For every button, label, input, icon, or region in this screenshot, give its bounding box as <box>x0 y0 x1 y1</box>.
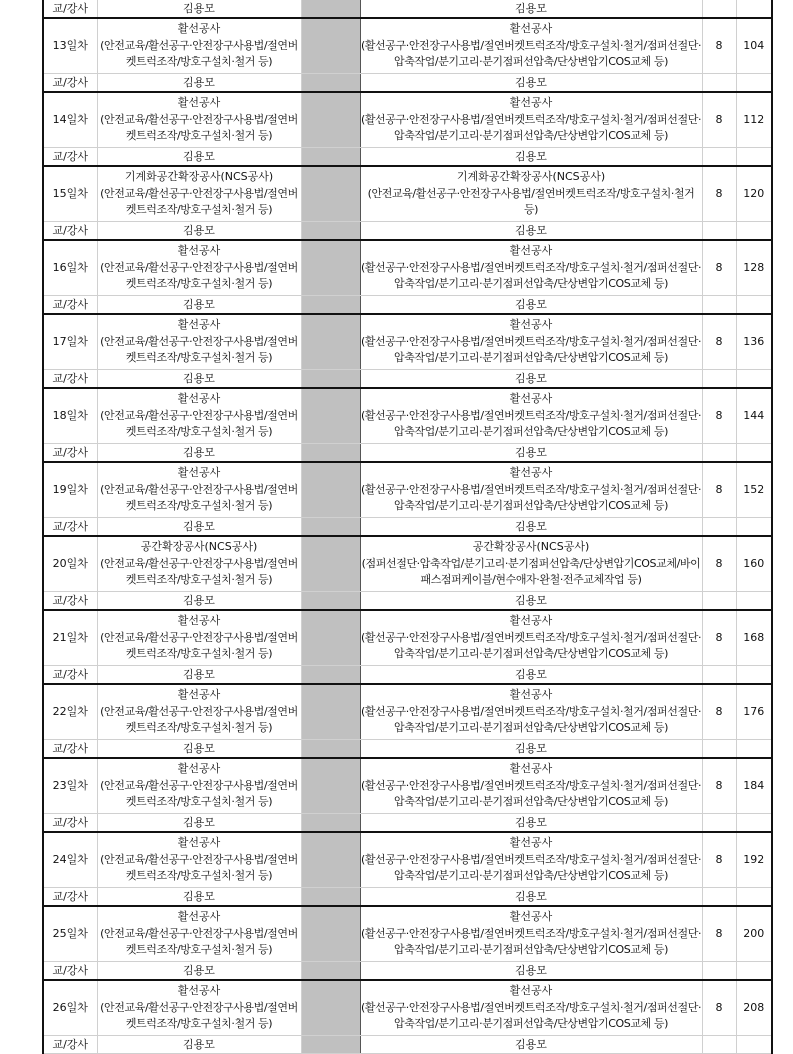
left-course-cell <box>97 610 301 666</box>
instructor-row <box>43 444 772 463</box>
left-course-title: 활선공사 <box>177 910 221 924</box>
day-label: 23일차 <box>43 758 97 814</box>
left-course-cell <box>97 536 301 592</box>
hours-cell <box>702 962 736 981</box>
right-course-cell <box>360 166 702 222</box>
right-course-title: 활선공사 <box>509 392 553 406</box>
right-course-desc: (활선공구·안전장구사용법/절연버켓트럭조작/방호구설치·철거/점퍼선절단·압축작업/분기고리·분기점퍼선압축/단상변압기COS교체 등) <box>360 334 702 365</box>
hours-cell <box>702 518 736 537</box>
right-course-title: 활선공사 <box>509 762 553 776</box>
instructor-label: 교/강사 <box>43 666 97 685</box>
instructor-row <box>43 222 772 241</box>
day-row <box>43 832 772 888</box>
day-row <box>43 536 772 592</box>
gray-cell <box>301 1036 360 1054</box>
hours-cell: 8 <box>702 980 736 1036</box>
right-instructor: 김용모 <box>360 962 702 981</box>
cumulative-cell <box>736 148 772 167</box>
right-course-desc: (활선공구·안전장구사용법/절연버켓트럭조작/방호구설치·철거/점퍼선절단·압축작업/분기고리·분기점퍼선압축/단상변압기COS교체 등) <box>360 482 702 513</box>
right-course-title: 활선공사 <box>509 22 553 36</box>
right-instructor: 김용모 <box>360 444 702 463</box>
day-label: 20일차 <box>43 536 97 592</box>
day-row <box>43 92 772 148</box>
cumulative-cell <box>736 0 772 18</box>
instructor-row <box>43 148 772 167</box>
instructor-label: 교/강사 <box>43 0 97 18</box>
left-course-desc: (안전교육/활선공구·안전장구사용법/절연버켓트럭조작/방호구설치·철거 등) <box>100 630 298 661</box>
day-label: 16일차 <box>43 240 97 296</box>
day-row <box>43 166 772 222</box>
day-row <box>43 758 772 814</box>
hours-cell: 8 <box>702 906 736 962</box>
left-instructor: 김용모 <box>97 1036 301 1054</box>
day-row <box>43 684 772 740</box>
cumulative-cell <box>736 444 772 463</box>
cumulative-hours-cell: 104 <box>736 18 772 74</box>
gray-cell <box>301 610 360 666</box>
left-course-desc: (안전교육/활선공구·안전장구사용법/절연버켓트럭조작/방호구설치·철거 등) <box>100 38 298 69</box>
left-course-cell <box>97 166 301 222</box>
day-row <box>43 462 772 518</box>
day-row <box>43 610 772 666</box>
left-instructor: 김용모 <box>97 888 301 907</box>
gray-cell <box>301 592 360 611</box>
cumulative-hours-cell: 192 <box>736 832 772 888</box>
right-instructor: 김용모 <box>360 148 702 167</box>
right-course-cell <box>360 240 702 296</box>
hours-cell: 8 <box>702 536 736 592</box>
right-course-cell <box>360 536 702 592</box>
left-course-desc: (안전교육/활선공구·안전장구사용법/절연버켓트럭조작/방호구설치·철거 등) <box>100 1000 298 1031</box>
right-course-desc: (안전교육/활선공구·안전장구사용법/절연버켓트럭조작/방호구설치·철거 등) <box>367 186 695 217</box>
instructor-row <box>43 370 772 389</box>
right-course-desc: (활선공구·안전장구사용법/절연버켓트럭조작/방호구설치·철거/점퍼선절단·압축작업/분기고리·분기점퍼선압축/단상변압기COS교체 등) <box>360 778 702 809</box>
right-instructor: 김용모 <box>360 592 702 611</box>
instructor-label: 교/강사 <box>43 740 97 759</box>
right-course-cell <box>360 388 702 444</box>
left-instructor: 김용모 <box>97 74 301 93</box>
right-instructor: 김용모 <box>360 518 702 537</box>
right-course-title: 활선공사 <box>509 96 553 110</box>
left-course-desc: (안전교육/활선공구·안전장구사용법/절연버켓트럭조작/방호구설치·철거 등) <box>100 186 298 217</box>
left-instructor: 김용모 <box>97 222 301 241</box>
instructor-label: 교/강사 <box>43 444 97 463</box>
day-label: 26일차 <box>43 980 97 1036</box>
instructor-row <box>43 74 772 93</box>
left-course-title: 기계화공간확장공사(NCS공사) <box>124 170 274 184</box>
left-course-title: 활선공사 <box>177 22 221 36</box>
right-course-title: 활선공사 <box>509 688 553 702</box>
left-instructor: 김용모 <box>97 296 301 315</box>
hours-cell <box>702 148 736 167</box>
left-course-cell <box>97 906 301 962</box>
cumulative-hours-cell: 208 <box>736 980 772 1036</box>
hours-cell: 8 <box>702 314 736 370</box>
right-instructor: 김용모 <box>360 666 702 685</box>
cumulative-cell <box>736 296 772 315</box>
hours-cell <box>702 222 736 241</box>
day-label: 18일차 <box>43 388 97 444</box>
right-course-cell <box>360 758 702 814</box>
right-instructor: 김용모 <box>360 0 702 18</box>
gray-cell <box>301 166 360 222</box>
hours-cell: 8 <box>702 462 736 518</box>
gray-cell <box>301 0 360 18</box>
left-course-title: 활선공사 <box>177 318 221 332</box>
day-label: 21일차 <box>43 610 97 666</box>
hours-cell <box>702 0 736 18</box>
right-course-title: 활선공사 <box>509 614 553 628</box>
right-instructor: 김용모 <box>360 370 702 389</box>
left-course-cell <box>97 92 301 148</box>
left-course-title: 활선공사 <box>177 466 221 480</box>
cumulative-cell <box>736 222 772 241</box>
cumulative-hours-cell: 144 <box>736 388 772 444</box>
cumulative-hours-cell: 120 <box>736 166 772 222</box>
instructor-row <box>43 0 772 18</box>
right-course-cell <box>360 18 702 74</box>
right-course-desc: (활선공구·안전장구사용법/절연버켓트럭조작/방호구설치·철거/점퍼선절단·압축작업/분기고리·분기점퍼선압축/단상변압기COS교체 등) <box>360 1000 702 1031</box>
right-course-desc: (활선공구·안전장구사용법/절연버켓트럭조작/방호구설치·철거/점퍼선절단·압축작업/분기고리·분기점퍼선압축/단상변압기COS교체 등) <box>360 704 702 735</box>
right-course-cell <box>360 906 702 962</box>
left-course-title: 활선공사 <box>177 984 221 998</box>
cumulative-hours-cell: 176 <box>736 684 772 740</box>
right-instructor: 김용모 <box>360 222 702 241</box>
day-row <box>43 906 772 962</box>
instructor-label: 교/강사 <box>43 592 97 611</box>
right-course-desc: (활선공구·안전장구사용법/절연버켓트럭조작/방호구설치·철거/점퍼선절단·압축작업/분기고리·분기점퍼선압축/단상변압기COS교체 등) <box>360 38 702 69</box>
right-instructor: 김용모 <box>360 74 702 93</box>
left-instructor: 김용모 <box>97 444 301 463</box>
day-label: 13일차 <box>43 18 97 74</box>
left-course-desc: (안전교육/활선공구·안전장구사용법/절연버켓트럭조작/방호구설치·철거 등) <box>100 704 298 735</box>
gray-cell <box>301 388 360 444</box>
hours-cell: 8 <box>702 18 736 74</box>
day-label: 19일차 <box>43 462 97 518</box>
right-course-title: 활선공사 <box>509 466 553 480</box>
gray-cell <box>301 518 360 537</box>
day-label: 14일차 <box>43 92 97 148</box>
hours-cell: 8 <box>702 684 736 740</box>
instructor-label: 교/강사 <box>43 222 97 241</box>
cumulative-cell <box>736 74 772 93</box>
day-label: 17일차 <box>43 314 97 370</box>
hours-cell <box>702 666 736 685</box>
day-label: 25일차 <box>43 906 97 962</box>
gray-cell <box>301 758 360 814</box>
gray-cell <box>301 370 360 389</box>
cumulative-cell <box>736 518 772 537</box>
left-instructor: 김용모 <box>97 370 301 389</box>
instructor-row <box>43 1036 772 1054</box>
instructor-label: 교/강사 <box>43 296 97 315</box>
left-instructor: 김용모 <box>97 962 301 981</box>
left-course-title: 활선공사 <box>177 244 221 258</box>
instructor-label: 교/강사 <box>43 962 97 981</box>
day-row <box>43 980 772 1036</box>
right-course-cell <box>360 684 702 740</box>
right-course-title: 활선공사 <box>509 910 553 924</box>
instructor-row <box>43 296 772 315</box>
right-course-desc: (활선공구·안전장구사용법/절연버켓트럭조작/방호구설치·철거/점퍼선절단·압축작업/분기고리·분기점퍼선압축/단상변압기COS교체 등) <box>360 112 702 143</box>
left-instructor: 김용모 <box>97 814 301 833</box>
gray-cell <box>301 740 360 759</box>
gray-cell <box>301 666 360 685</box>
instructor-row <box>43 814 772 833</box>
gray-cell <box>301 832 360 888</box>
cumulative-hours-cell: 152 <box>736 462 772 518</box>
left-instructor: 김용모 <box>97 666 301 685</box>
gray-cell <box>301 888 360 907</box>
gray-cell <box>301 684 360 740</box>
instructor-label: 교/강사 <box>43 1036 97 1054</box>
hours-cell: 8 <box>702 388 736 444</box>
right-instructor: 김용모 <box>360 296 702 315</box>
hours-cell <box>702 888 736 907</box>
cumulative-hours-cell: 128 <box>736 240 772 296</box>
left-course-desc: (안전교육/활선공구·안전장구사용법/절연버켓트럭조작/방호구설치·철거 등) <box>100 112 298 143</box>
day-label: 22일차 <box>43 684 97 740</box>
left-instructor: 김용모 <box>97 518 301 537</box>
left-course-cell <box>97 18 301 74</box>
hours-cell: 8 <box>702 758 736 814</box>
cumulative-cell <box>736 814 772 833</box>
instructor-row <box>43 666 772 685</box>
right-course-title: 활선공사 <box>509 244 553 258</box>
right-course-desc: (활선공구·안전장구사용법/절연버켓트럭조작/방호구설치·철거/점퍼선절단·압축작업/분기고리·분기점퍼선압축/단상변압기COS교체 등) <box>360 630 702 661</box>
cumulative-hours-cell: 136 <box>736 314 772 370</box>
cumulative-cell <box>736 888 772 907</box>
hours-cell: 8 <box>702 610 736 666</box>
left-course-title: 활선공사 <box>177 614 221 628</box>
left-course-desc: (안전교육/활선공구·안전장구사용법/절연버켓트럭조작/방호구설치·철거 등) <box>100 260 298 291</box>
left-course-desc: (안전교육/활선공구·안전장구사용법/절연버켓트럭조작/방호구설치·철거 등) <box>100 482 298 513</box>
gray-cell <box>301 906 360 962</box>
left-course-desc: (안전교육/활선공구·안전장구사용법/절연버켓트럭조작/방호구설치·철거 등) <box>100 556 298 587</box>
right-course-cell <box>360 980 702 1036</box>
left-instructor: 김용모 <box>97 740 301 759</box>
hours-cell <box>702 370 736 389</box>
left-instructor: 김용모 <box>97 592 301 611</box>
hours-cell <box>702 814 736 833</box>
right-course-desc: (활선공구·안전장구사용법/절연버켓트럭조작/방호구설치·철거/점퍼선절단·압축작업/분기고리·분기점퍼선압축/단상변압기COS교체 등) <box>360 408 702 439</box>
gray-cell <box>301 296 360 315</box>
cumulative-cell <box>736 740 772 759</box>
hours-cell <box>702 592 736 611</box>
day-label: 15일차 <box>43 166 97 222</box>
cumulative-cell <box>736 1036 772 1054</box>
schedule-sheet <box>42 0 771 1054</box>
cumulative-hours-cell: 184 <box>736 758 772 814</box>
right-course-title: 기계화공간확장공사(NCS공사) <box>456 170 606 184</box>
hours-cell: 8 <box>702 832 736 888</box>
right-course-desc: (활선공구·안전장구사용법/절연버켓트럭조작/방호구설치·철거/점퍼선절단·압축작업/분기고리·분기점퍼선압축/단상변압기COS교체 등) <box>360 926 702 957</box>
instructor-row <box>43 962 772 981</box>
right-course-desc: (점퍼선절단·압축작업/분기고리·분기점퍼선압축/단상변압기COS교체/바이패스점퍼케이블/현수애자·완철·전주교체작업 등) <box>361 556 701 587</box>
instructor-row <box>43 888 772 907</box>
instructor-label: 교/강사 <box>43 370 97 389</box>
day-row <box>43 314 772 370</box>
day-row <box>43 18 772 74</box>
right-instructor: 김용모 <box>360 814 702 833</box>
right-course-title: 활선공사 <box>509 984 553 998</box>
gray-cell <box>301 980 360 1036</box>
instructor-row <box>43 592 772 611</box>
hours-cell: 8 <box>702 166 736 222</box>
left-course-title: 활선공사 <box>177 392 221 406</box>
left-course-cell <box>97 388 301 444</box>
hours-cell <box>702 74 736 93</box>
right-course-title: 활선공사 <box>509 318 553 332</box>
right-course-cell <box>360 832 702 888</box>
right-course-cell <box>360 610 702 666</box>
day-label: 24일차 <box>43 832 97 888</box>
gray-cell <box>301 222 360 241</box>
right-course-title: 공간확장공사(NCS공사) <box>472 540 590 554</box>
cumulative-hours-cell: 200 <box>736 906 772 962</box>
gray-cell <box>301 148 360 167</box>
left-instructor: 김용모 <box>97 148 301 167</box>
gray-cell <box>301 314 360 370</box>
day-row <box>43 388 772 444</box>
instructor-row <box>43 518 772 537</box>
gray-cell <box>301 814 360 833</box>
right-instructor: 김용모 <box>360 740 702 759</box>
cumulative-hours-cell: 168 <box>736 610 772 666</box>
right-course-cell <box>360 92 702 148</box>
right-course-title: 활선공사 <box>509 836 553 850</box>
instructor-label: 교/강사 <box>43 518 97 537</box>
instructor-label: 교/강사 <box>43 74 97 93</box>
left-course-cell <box>97 684 301 740</box>
right-instructor: 김용모 <box>360 888 702 907</box>
gray-cell <box>301 962 360 981</box>
hours-cell <box>702 1036 736 1054</box>
left-course-title: 활선공사 <box>177 762 221 776</box>
training-schedule-table <box>42 0 773 1054</box>
left-course-desc: (안전교육/활선공구·안전장구사용법/절연버켓트럭조작/방호구설치·철거 등) <box>100 778 298 809</box>
cumulative-cell <box>736 592 772 611</box>
gray-cell <box>301 74 360 93</box>
left-course-desc: (안전교육/활선공구·안전장구사용법/절연버켓트럭조작/방호구설치·철거 등) <box>100 926 298 957</box>
left-course-desc: (안전교육/활선공구·안전장구사용법/절연버켓트럭조작/방호구설치·철거 등) <box>100 852 298 883</box>
left-course-cell <box>97 832 301 888</box>
left-instructor: 김용모 <box>97 0 301 18</box>
gray-cell <box>301 240 360 296</box>
left-course-title: 활선공사 <box>177 688 221 702</box>
cumulative-hours-cell: 112 <box>736 92 772 148</box>
left-course-title: 공간확장공사(NCS공사) <box>140 540 258 554</box>
right-course-desc: (활선공구·안전장구사용법/절연버켓트럭조작/방호구설치·철거/점퍼선절단·압축작업/분기고리·분기점퍼선압축/단상변압기COS교체 등) <box>360 852 702 883</box>
right-course-cell <box>360 462 702 518</box>
left-course-cell <box>97 462 301 518</box>
cumulative-cell <box>736 962 772 981</box>
instructor-label: 교/강사 <box>43 888 97 907</box>
left-course-desc: (안전교육/활선공구·안전장구사용법/절연버켓트럭조작/방호구설치·철거 등) <box>100 334 298 365</box>
left-course-cell <box>97 314 301 370</box>
instructor-label: 교/강사 <box>43 814 97 833</box>
cumulative-cell <box>736 370 772 389</box>
right-course-cell <box>360 314 702 370</box>
left-course-cell <box>97 758 301 814</box>
cumulative-cell <box>736 666 772 685</box>
left-course-title: 활선공사 <box>177 96 221 110</box>
gray-cell <box>301 18 360 74</box>
right-instructor: 김용모 <box>360 1036 702 1054</box>
cumulative-hours-cell: 160 <box>736 536 772 592</box>
right-course-desc: (활선공구·안전장구사용법/절연버켓트럭조작/방호구설치·철거/점퍼선절단·압축작업/분기고리·분기점퍼선압축/단상변압기COS교체 등) <box>360 260 702 291</box>
hours-cell <box>702 444 736 463</box>
left-course-title: 활선공사 <box>177 836 221 850</box>
hours-cell <box>702 296 736 315</box>
hours-cell: 8 <box>702 240 736 296</box>
gray-cell <box>301 462 360 518</box>
hours-cell: 8 <box>702 92 736 148</box>
gray-cell <box>301 444 360 463</box>
left-course-desc: (안전교육/활선공구·안전장구사용법/절연버켓트럭조작/방호구설치·철거 등) <box>100 408 298 439</box>
gray-cell <box>301 536 360 592</box>
hours-cell <box>702 740 736 759</box>
left-course-cell <box>97 980 301 1036</box>
gray-cell <box>301 92 360 148</box>
instructor-label: 교/강사 <box>43 148 97 167</box>
instructor-row <box>43 740 772 759</box>
left-course-cell <box>97 240 301 296</box>
day-row <box>43 240 772 296</box>
